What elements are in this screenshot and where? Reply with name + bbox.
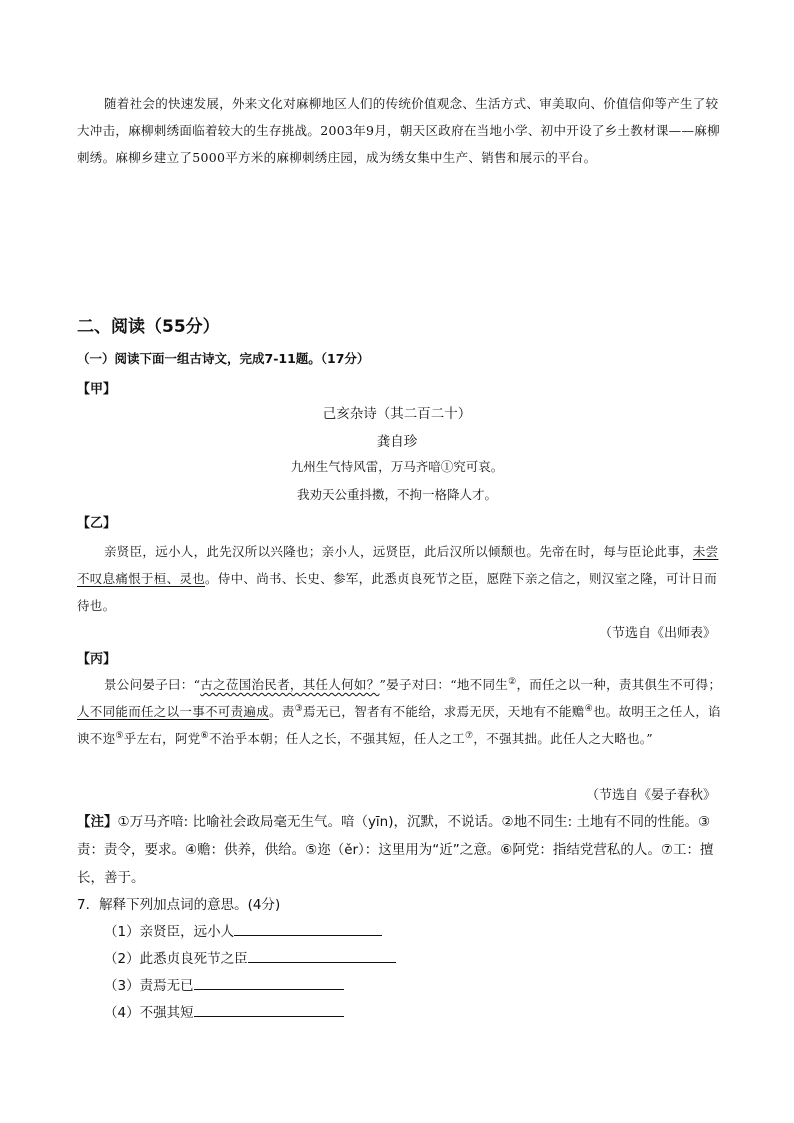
note-ref-4: ④ (584, 703, 593, 714)
passage-yi-text-b: 。侍中、尚书、长史、参军，此悉贞良死节之臣，愿陛下亲之信之，则汉室之隆，可计日而待也。 (77, 571, 718, 613)
passage-bing-text-e: 焉无已，智者有不能给，求焉无厌，天地有不能赡 (303, 704, 585, 719)
poem-line-2: 我劝天公重抖擞，不拘一格降人才。 (296, 487, 497, 502)
source-yi: （节选自《出师表》 (598, 626, 716, 641)
section-title: 二、阅读（55分） (77, 317, 220, 337)
question-7-item-2 (104, 947, 396, 967)
tag-yi: 【乙】 (77, 516, 117, 531)
tag-jia: 【甲】 (77, 382, 117, 397)
question-7-item-3-text: （3）责焉无已 (104, 978, 194, 994)
answer-blank-1[interactable] (234, 921, 382, 936)
poem-author: 龚自珍 (376, 434, 418, 450)
note-ref-6: ⑥ (200, 730, 209, 741)
passage-yi-text-a: 亲贤臣，远小人，此先汉所以兴隆也；亲小人，远贤臣，此后汉所以倾颓也。先帝在时，每与臣论此事， (104, 544, 693, 559)
note-ref-3: ③ (294, 703, 303, 714)
poem-title: 己亥杂诗（其二百二十） (322, 406, 472, 422)
question-7-title: 7．解释下列加点词的意思。(4分) (77, 897, 281, 913)
note-ref-5: ⑤ (115, 730, 124, 741)
answer-blank-2[interactable] (248, 948, 396, 963)
question-7-item-2-text: （2）此悉贞良死节之臣 (104, 951, 248, 967)
note-text: ①万马齐喑: 比喻社会政局毫无生气。喑（yīn)，沉默，不说话。②地不同生: 土地有不同的性能。③责：责令，要求。④赡：供养，供给。⑤迩（ěr）：这里用为“近”之意。⑥阿党：指结党营私的人。⑦工：擅长，善于。 (77, 814, 714, 886)
passage-bing-text-h: 不治乎本朝；任人之长，不强其短，任人之工 (208, 731, 465, 746)
section-subtitle: （一）阅读下面一组古诗文，完成7-11题。（17分） (77, 351, 370, 366)
passage-bing-text-d: 。责 (269, 704, 295, 719)
question-7-item-1 (104, 920, 382, 940)
passage-bing-text-c: ，而任之以一种，责其俱生不可得； (516, 677, 722, 692)
annotation-note (77, 808, 725, 892)
passage-bing-text-i: ，不强其拙。此任人之大略也。” (473, 731, 654, 746)
question-7-item-4 (104, 1001, 344, 1021)
note-label: 【注】 (77, 814, 118, 830)
passage-bing-text-a: 景公问晏子曰：“ (104, 677, 201, 692)
passage-bing-text-f: 也。故明王之任人，谄谀不迩 (77, 704, 721, 746)
answer-blank-4[interactable] (194, 1002, 344, 1017)
passage-yi-underlined: 未尝不叹息痛恨于桓、灵也 (77, 544, 719, 586)
question-7-item-1-text: （1）亲贤臣，远小人 (104, 924, 235, 940)
poem-line-1: 九州生气恃风雷，万马齐喑①究可哀。 (290, 459, 504, 474)
passage-bing-text-b: ”晏子对曰：“地不同生 (379, 677, 509, 692)
passage-bing-wavy-question: 古之莅国治民者，其任人何如？ (200, 677, 380, 692)
question-7-item-4-text: （4）不强其短 (104, 1005, 194, 1021)
intro-paragraph: 随着社会的快速发展，外来文化对麻柳地区人们的传统价值观念、生活方式、审美取向、价值信仰等产生了较大冲击，麻柳刺绣面临着较大的生存挑战。2003年9月，朝天区政府在当地小学、初中开设了乡土教材课——麻柳刺绣。麻柳乡建立了5000平方米的麻柳刺绣庄园，成为绣女集中生产、销售和展示的平台。 (77, 96, 720, 165)
answer-blank-3[interactable] (194, 975, 344, 990)
question-7-item-3 (104, 974, 344, 994)
source-bing: （节选自《晏子春秋》 (585, 788, 716, 803)
note-ref-2: ② (508, 676, 517, 687)
note-ref-7: ⑦ (464, 730, 474, 741)
passage-bing (77, 671, 725, 752)
passage-bing-underlined: 人不同能而任之以一事不可责遍成 (77, 704, 270, 719)
tag-bing: 【丙】 (77, 652, 117, 667)
passage-bing-text-g: 乎左右，阿党 (123, 731, 201, 746)
passage-yi (77, 538, 725, 619)
